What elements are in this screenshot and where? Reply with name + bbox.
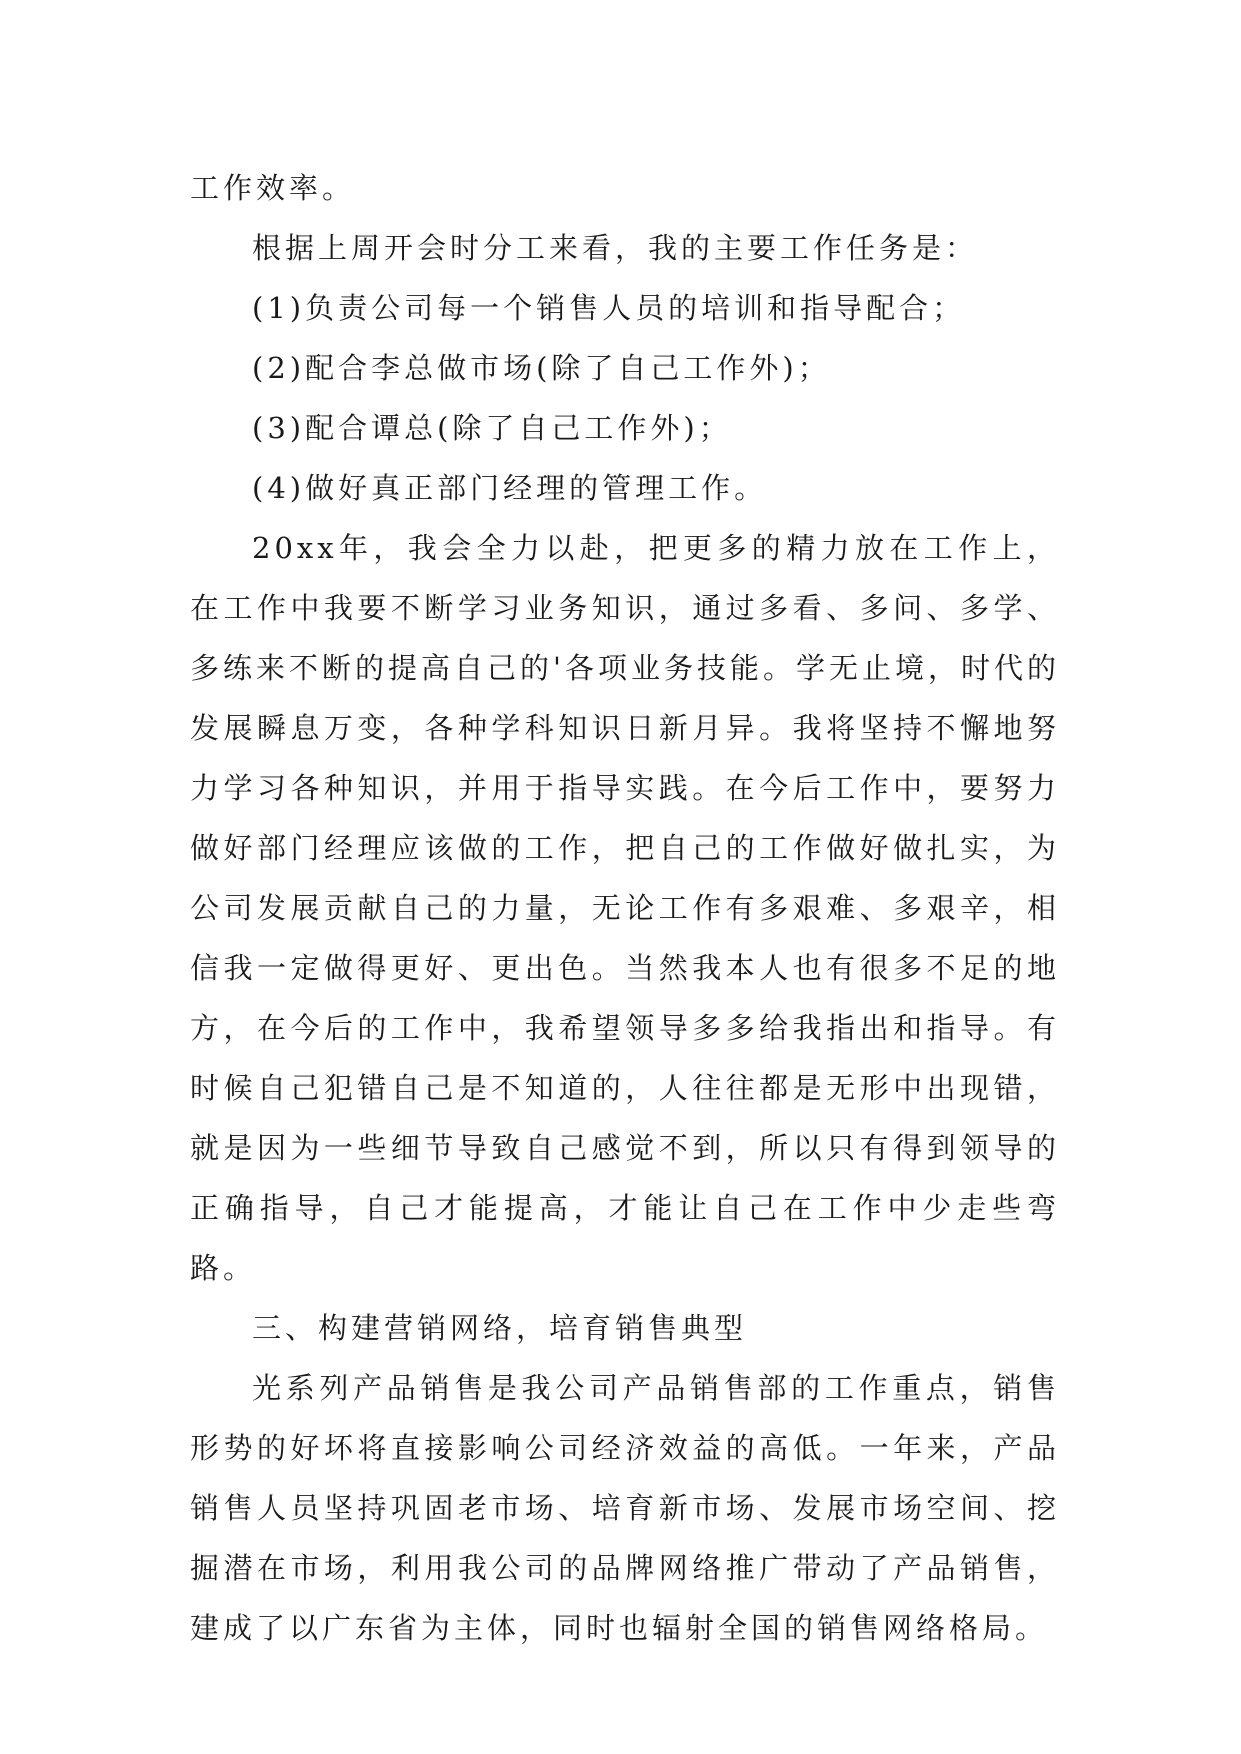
- task-item-1: (1)负责公司每一个销售人员的培训和指导配合；: [252, 291, 966, 325]
- task-item-4: (4)做好真正部门经理的管理工作。: [252, 471, 768, 505]
- paragraph-task-intro: 根据上周开会时分工来看，我的主要工作任务是：: [252, 231, 979, 265]
- paragraph-plan: 20xx年，我会全力以赴，把更多的精力放在工作上，在工作中我要不断学习业务知识，通过多看、多问、多学、多练来不断的提高自己的'各项业务技能。学无止境，时代的发展瞬息万变，各种学科知识日新月异。我将坚持不懈地努力学习各种知识，并用于指导实践。在今后工作中，要努力做好部门经理应该做的工作，把自己的工作做好做扎实，为公司发展贡献自己的力量，无论工作有多艰难、多艰辛，相信我一定做得更好、更出色。当然我本人也有很多不足的地方，在今后的工作中，我希望领导多多给我指出和指导。有时候自己犯错自己是不知道的，人往往都是无形中出现错，就是因为一些细节导致自己感觉不到，所以只有得到领导的正确指导，自己才能提高，才能让自己在工作中少走些弯路。: [190, 531, 1060, 1285]
- task-item-2: (2)配合李总做市场(除了自己工作外)；: [252, 351, 831, 385]
- paragraph-sales: 光系列产品销售是我公司产品销售部的工作重点，销售形势的好坏将直接影响公司经济效益的高低。一年来，产品销售人员坚持巩固老市场、培育新市场、发展市场空间、挖掘潜在市场，利用我公司的品牌网络推广带动了产品销售，建成了以广东省为主体，同时也辐射全国的销售网络格局。: [190, 1371, 1060, 1645]
- task-item-3: (3)配合谭总(除了自己工作外)；: [252, 411, 732, 445]
- document-body: [190, 158, 1060, 1658]
- paragraph-continuation: 工作效率。: [190, 171, 356, 205]
- section-heading-3: 三、构建营销网络，培育销售典型: [252, 1311, 748, 1345]
